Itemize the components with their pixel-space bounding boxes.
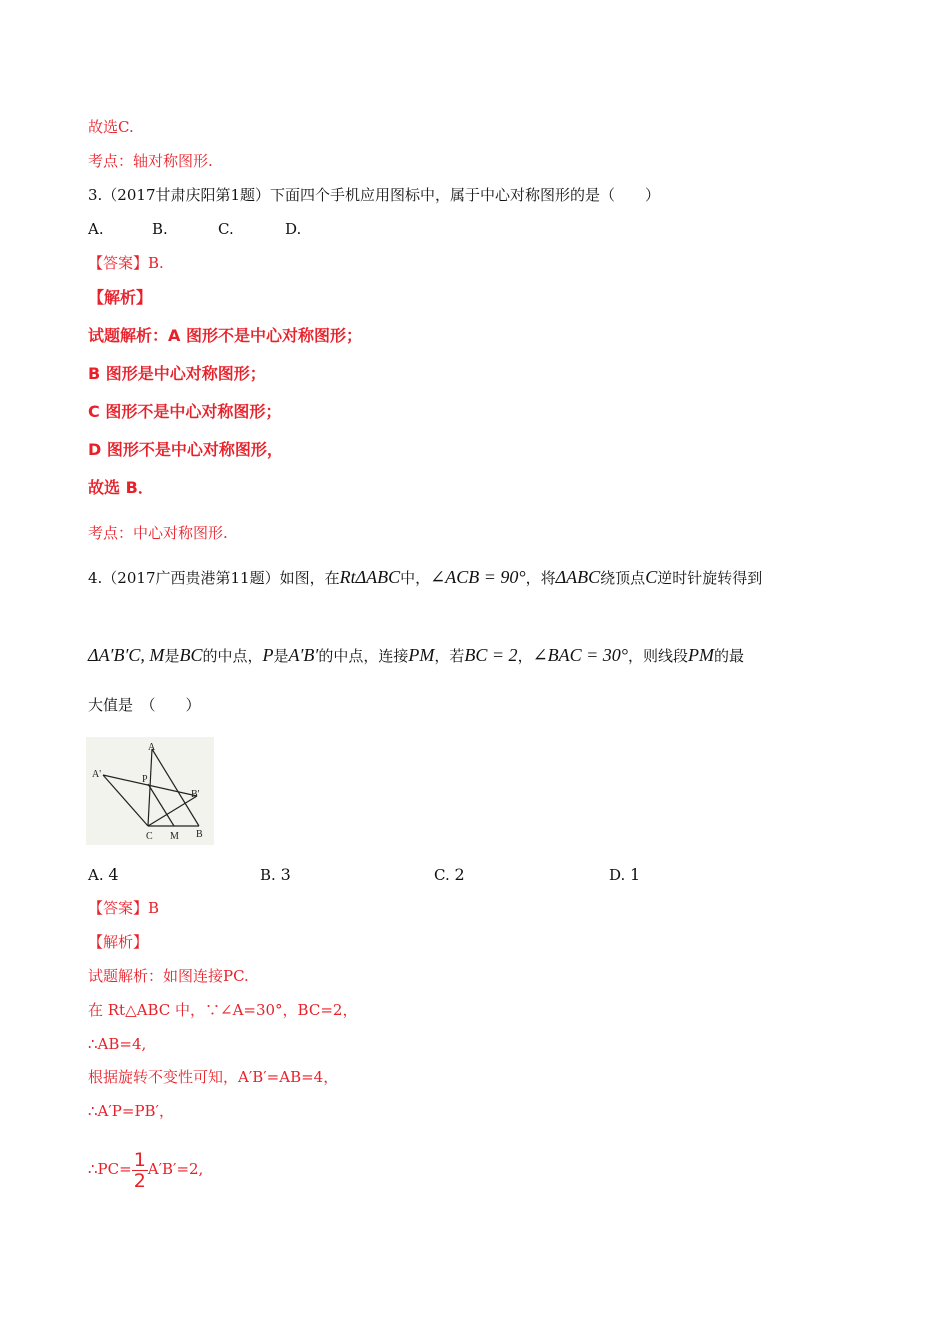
q4-step-6-suffix: A′B′=2, <box>147 1160 204 1178</box>
question-4-line-3: 大值是 （ ） <box>88 696 201 714</box>
q4-text: 是 <box>164 647 180 665</box>
q4-choice-value: 2 <box>454 865 465 884</box>
q3-point: 考点：中心对称图形. <box>88 524 228 542</box>
question-4-line-1 <box>88 567 762 588</box>
q4-step-3: ∴AB=4, <box>88 1035 147 1053</box>
triangle-diagram <box>86 737 214 845</box>
q4-math: RtΔABC <box>339 567 401 587</box>
q3-analysis-1: 试题解析：A 图形不是中心对称图形； <box>88 326 362 345</box>
label-a: A <box>148 742 156 753</box>
q4-math: ∠ACB = 90° <box>430 567 526 587</box>
q4-text: ，将 <box>525 569 556 587</box>
q4-step-2: 在 Rt△ABC 中，∵∠A=30°，BC=2， <box>88 1001 358 1019</box>
q4-step-5: ∴A′P=PB′， <box>88 1102 174 1120</box>
q4-math: ∠BAC = 30° <box>532 645 629 665</box>
q4-choice-value: 4 <box>108 865 119 884</box>
q4-step-6 <box>88 1146 203 1192</box>
fraction-one-half <box>132 1150 148 1191</box>
q4-choice-a <box>88 865 119 885</box>
q4-math: ΔABC <box>555 567 601 587</box>
q4-text: 中， <box>400 569 431 587</box>
fraction-denominator: 2 <box>133 1169 146 1192</box>
q4-text: 4.（2017广西贵港第11题）如图，在 <box>88 569 340 587</box>
q4-math: ΔA′B′C, M <box>88 645 165 665</box>
q4-text: ，若 <box>434 647 465 665</box>
q4-answer: 【答案】B <box>88 899 160 917</box>
q4-text: 逆时针旋转得到 <box>657 569 763 587</box>
q4-choice-value: 1 <box>630 865 641 884</box>
q3-choice-d: D. <box>285 220 302 238</box>
label-m: M <box>170 831 179 842</box>
q3-analysis-5: 故选 B． <box>88 478 154 497</box>
q3-choice-b: B. <box>152 220 168 238</box>
q4-math: BC <box>179 645 203 665</box>
q4-text: 的最 <box>714 647 745 665</box>
q4-choice-b <box>260 865 291 885</box>
q4-math: PM <box>688 645 715 665</box>
q3-analysis-2: B 图形是中心对称图形； <box>88 364 266 383</box>
q4-math: P <box>262 645 274 665</box>
q4-math: PM <box>408 645 435 665</box>
q4-choice-label: D. <box>609 866 626 884</box>
label-c: C <box>146 831 153 842</box>
q3-analysis-3: C 图形不是中心对称图形； <box>88 402 282 421</box>
question-3: 3.（2017甘肃庆阳第1题）下面四个手机应用图标中，属于中心对称图形的是（ ） <box>88 186 661 204</box>
geometry-figure <box>86 737 214 845</box>
q4-step-4: 根据旋转不变性可知，A′B′=AB=4， <box>88 1068 339 1086</box>
q4-choice-value: 3 <box>280 865 291 884</box>
q4-text: ，则线段 <box>628 647 689 665</box>
q4-choice-label: A. <box>88 866 104 884</box>
q3-answer: 【答案】B. <box>88 254 164 272</box>
q4-text: 绕顶点 <box>600 569 646 587</box>
q4-choice-d <box>609 865 640 885</box>
q4-math: A′B′ <box>288 645 319 665</box>
line-conclusion-c: 故选C. <box>88 118 134 136</box>
q4-step-1: 试题解析：如图连接PC. <box>88 967 249 985</box>
q4-choice-c <box>434 865 465 885</box>
q4-math: BC = 2 <box>464 645 518 665</box>
q4-text: 是 <box>273 647 289 665</box>
label-p: P <box>142 774 148 785</box>
question-4-line-2 <box>88 645 744 666</box>
q3-analysis-4: D 图形不是中心对称图形， <box>88 440 283 459</box>
q3-analysis-title: 【解析】 <box>88 288 153 307</box>
q4-analysis-title: 【解析】 <box>88 933 149 951</box>
q4-text: 的中点，连接 <box>318 647 409 665</box>
label-b-prime: B' <box>191 789 200 800</box>
q3-choice-a: A. <box>88 220 104 238</box>
q4-math: C <box>645 567 658 587</box>
label-b: B <box>196 829 203 840</box>
label-a-prime: A' <box>92 769 102 780</box>
q4-choice-label: B. <box>260 866 276 884</box>
q4-text: 的中点， <box>202 647 263 665</box>
fraction-numerator: 1 <box>133 1148 146 1171</box>
q4-choice-label: C. <box>434 866 450 884</box>
q3-choice-c: C. <box>218 220 234 238</box>
q4-text: ， <box>517 647 533 665</box>
q4-step-6-prefix: ∴PC= <box>88 1160 132 1178</box>
line-point-axis: 考点：轴对称图形. <box>88 152 213 170</box>
